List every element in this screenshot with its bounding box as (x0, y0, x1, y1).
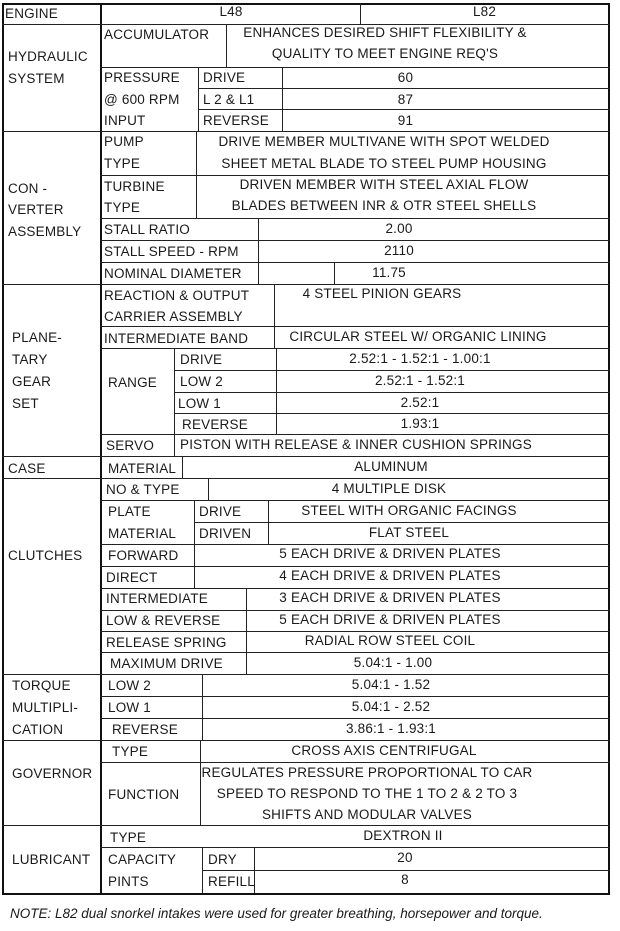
case-title: CASE (8, 461, 46, 476)
capacity-dry-label: DRY (208, 852, 237, 867)
grid-line (100, 544, 610, 545)
maximum-drive-label: MAXIMUM DRIVE (110, 656, 223, 671)
governor-function-value: REGULATES PRESSURE PROPORTIONAL TO CAR (201, 765, 533, 780)
low-reverse-value: 5 EACH DRIVE & DRIVEN PLATES (279, 612, 501, 627)
stall-ratio-label: STALL RATIO (104, 222, 190, 237)
release-spring-value: RADIAL ROW STEEL COIL (304, 633, 476, 648)
grid-line (100, 326, 610, 327)
grid-line (194, 522, 610, 523)
pressure-label: @ 600 RPM (104, 92, 180, 107)
pressure-reverse-label: REVERSE (203, 113, 269, 128)
hydraulic-system-title: HYDRAULIC (8, 49, 88, 64)
nominal-diameter-value: 11.75 (372, 265, 406, 280)
range-low1-value: 2.52:1 (400, 395, 440, 410)
grid-line (100, 652, 610, 653)
pressure-l2l1-value: 87 (397, 92, 414, 107)
planetary-gear-set-title: GEAR (12, 374, 52, 389)
capacity-refill-value: 8 (401, 872, 409, 887)
governor-function-value: SPEED TO RESPOND TO THE 1 TO 2 & 2 TO 3 (216, 786, 518, 801)
grid-line (100, 262, 610, 263)
planetary-gear-set-title: PLANE- (12, 330, 62, 345)
grid-line (198, 88, 610, 89)
range-low1-label: LOW 1 (178, 396, 222, 411)
governor-function-label: FUNCTION (108, 787, 180, 802)
grid-line (198, 109, 610, 110)
grid-line (100, 500, 610, 501)
pressure-label: PRESSURE (104, 70, 180, 85)
pressure-drive-value: 60 (397, 70, 414, 85)
turbine-type-value: BLADES BETWEEN INR & OTR STEEL SHELLS (231, 198, 537, 213)
turbine-type-value: DRIVEN MEMBER WITH STEEL AXIAL FLOW (239, 177, 529, 192)
grid-line (174, 392, 610, 393)
grid-line (100, 588, 610, 589)
pump-type-label: TYPE (104, 156, 141, 171)
governor-title: GOVERNOR (12, 766, 93, 781)
range-low2-value: 2.52:1 - 1.52:1 (374, 373, 466, 388)
grid-line (174, 348, 175, 456)
clutches-title: CLUTCHES (8, 548, 83, 563)
accumulator-value: QUALITY TO MEET ENGINE REQ'S (271, 46, 499, 61)
accumulator-value: ENHANCES DESIRED SHIFT FLEXIBILITY & (243, 25, 527, 40)
stall-speed-label: STALL SPEED - RPM (104, 244, 239, 259)
nominal-diameter-label: NOMINAL DIAMETER (104, 266, 242, 281)
plate-material-label: PLATE (108, 504, 151, 519)
torque-low2-value: 5.04:1 - 1.52 (351, 677, 431, 692)
table-bottom-border (2, 893, 610, 895)
plate-drive-label: DRIVE (199, 504, 242, 519)
range-drive-label: DRIVE (180, 352, 223, 367)
torque-low2-label: LOW 2 (108, 678, 152, 693)
range-reverse-label: REVERSE (182, 417, 248, 432)
table-left-border (2, 3, 4, 895)
grid-line (100, 696, 610, 697)
range-reverse-value: 1.93:1 (400, 416, 440, 431)
governor-type-value: CROSS AXIS CENTRIFUGAL (291, 743, 477, 758)
section-divider (2, 674, 610, 675)
capacity-pints-label: PINTS (108, 874, 149, 889)
converter-assembly-title: ASSEMBLY (8, 224, 82, 239)
direct-value: 4 EACH DRIVE & DRIVEN PLATES (279, 568, 501, 583)
pressure-label: INPUT (104, 113, 146, 128)
pump-type-value: SHEET METAL BLADE TO STEEL PUMP HOUSING (221, 156, 547, 171)
release-spring-label: RELEASE SPRING (106, 635, 227, 650)
l48-column-header: L48 (219, 4, 243, 19)
servo-label: SERVO (106, 438, 155, 453)
capacity-pints-label: CAPACITY (108, 852, 177, 867)
reaction-carrier-label: REACTION & OUTPUT (104, 288, 250, 303)
intermediate-clutch-value: 3 EACH DRIVE & DRIVEN PLATES (279, 590, 501, 605)
accumulator-label: ACCUMULATOR (104, 27, 210, 42)
range-low2-label: LOW 2 (180, 374, 224, 389)
pump-type-label: PUMP (104, 134, 144, 149)
grid-line (100, 348, 610, 349)
grid-line (100, 631, 610, 632)
pressure-reverse-value: 91 (397, 113, 414, 128)
torque-reverse-label: REVERSE (112, 722, 178, 737)
engine-header: ENGINE (5, 6, 58, 21)
range-drive-value: 2.52:1 - 1.52:1 - 1.00:1 (349, 351, 491, 366)
grid-line (100, 718, 610, 719)
pressure-l2l1-label: L 2 & L1 (203, 92, 255, 107)
lubricant-type-label: TYPE (110, 830, 147, 845)
plate-driven-value: FLAT STEEL (368, 525, 450, 540)
grid-line (100, 175, 610, 176)
pump-type-value: DRIVE MEMBER MULTIVANE WITH SPOT WELDED (218, 134, 550, 149)
grid-line (100, 218, 610, 219)
case-material-label: MATERIAL (108, 461, 177, 476)
grid-line (100, 610, 610, 611)
clutch-no-type-value: 4 MULTIPLE DISK (331, 481, 447, 496)
governor-function-value: SHIFTS AND MODULAR VALVES (261, 807, 473, 822)
clutch-no-type-label: NO & TYPE (106, 482, 180, 497)
grid-line (174, 370, 610, 371)
grid-line (174, 413, 610, 414)
intermediate-clutch-label: INTERMEDIATE (106, 591, 208, 606)
section-divider (2, 740, 610, 741)
grid-line (100, 67, 610, 68)
grid-line (100, 762, 610, 763)
section-divider (2, 284, 610, 285)
grid-line (100, 240, 610, 241)
torque-multiplication-title: MULTIPLI- (12, 700, 79, 715)
converter-assembly-title: CON - (8, 181, 48, 196)
grid-line (202, 870, 610, 871)
capacity-dry-value: 20 (397, 850, 413, 865)
intermediate-band-value: CIRCULAR STEEL W/ ORGANIC LINING (289, 329, 547, 344)
torque-low1-label: LOW 1 (108, 700, 152, 715)
section-divider (2, 131, 610, 132)
forward-label: FORWARD (108, 548, 179, 563)
reaction-carrier-value: 4 STEEL PINION GEARS (302, 286, 462, 301)
lubricant-type-value: DEXTRON II (363, 828, 443, 843)
capacity-refill-label: REFILL (208, 874, 255, 889)
stall-speed-value: 2110 (384, 243, 414, 258)
l82-column-header: L82 (472, 4, 497, 19)
stall-ratio-value: 2.00 (385, 221, 413, 236)
planetary-gear-set-title: TARY (12, 352, 48, 367)
torque-low1-value: 5.04:1 - 2.52 (351, 699, 431, 714)
turbine-type-label: TURBINE (104, 179, 165, 194)
reaction-carrier-label: CARRIER ASSEMBLY (104, 309, 243, 324)
torque-multiplication-title: TORQUE (12, 678, 71, 693)
hydraulic-system-title: SYSTEM (8, 71, 65, 86)
planetary-gear-set-title: SET (12, 396, 39, 411)
intermediate-band-label: INTERMEDIATE BAND (104, 331, 249, 346)
footnote: NOTE: L82 dual snorkel intakes were used for greater breathing, horsepower and torque. (10, 906, 543, 921)
pressure-drive-label: DRIVE (203, 70, 246, 85)
servo-value: PISTON WITH RELEASE & INNER CUSHION SPRINGS (180, 437, 532, 452)
grid-line (100, 434, 610, 435)
section-divider (2, 478, 610, 479)
plate-driven-label: DRIVEN (199, 526, 252, 541)
maximum-drive-value: 5.04:1 - 1.00 (353, 655, 433, 670)
plate-material-label: MATERIAL (108, 526, 177, 541)
grid-line (198, 67, 199, 131)
governor-type-label: TYPE (112, 744, 149, 759)
torque-multiplication-title: CATION (12, 722, 64, 737)
section-divider (2, 456, 610, 457)
case-material-value: ALUMINUM (354, 459, 428, 474)
turbine-type-label: TYPE (104, 200, 141, 215)
torque-reverse-value: 3.86:1 - 1.93:1 (345, 721, 437, 736)
section-divider (2, 825, 610, 826)
converter-assembly-title: VERTER (8, 202, 64, 217)
range-label: RANGE (108, 375, 158, 390)
grid-line (100, 566, 610, 567)
forward-value: 5 EACH DRIVE & DRIVEN PLATES (279, 546, 501, 561)
low-reverse-label: LOW & REVERSE (106, 613, 221, 628)
grid-line (100, 847, 610, 848)
lubricant-title: LUBRICANT (12, 852, 91, 867)
plate-drive-value: STEEL WITH ORGANIC FACINGS (301, 503, 517, 518)
direct-label: DIRECT (106, 570, 158, 585)
